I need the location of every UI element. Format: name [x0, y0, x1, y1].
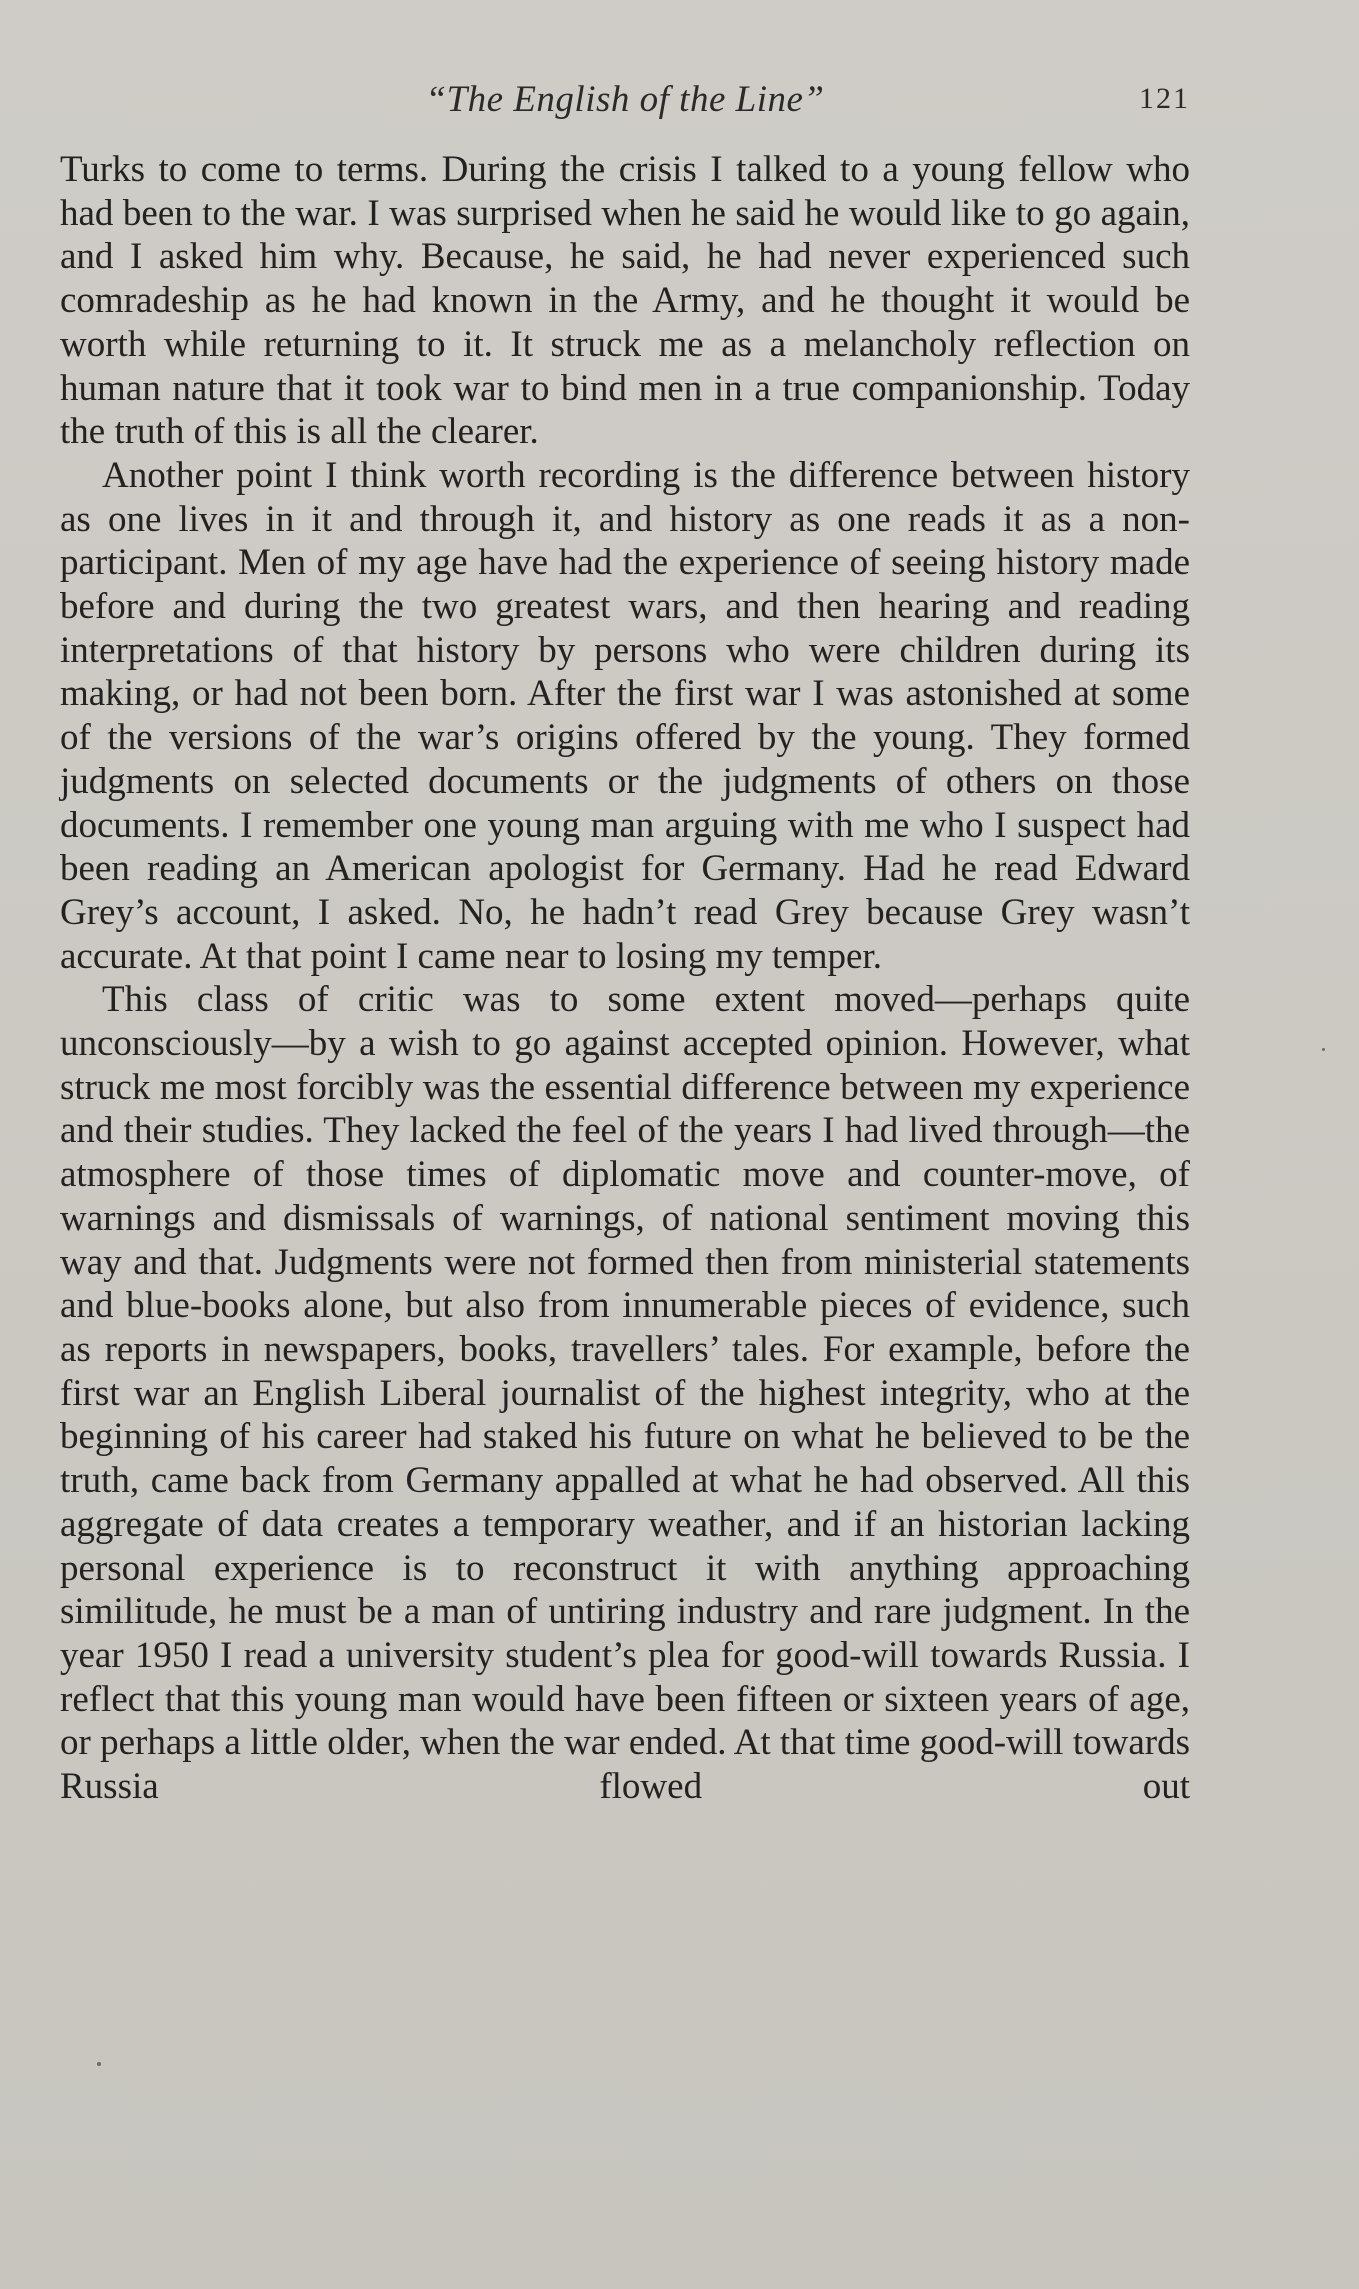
running-title: “The English of the Line” [425, 79, 825, 120]
paragraph-3: This class of critic was to some extent moved—perhaps quite unconsciously—by a wish to go against accepted opinion. However, what struck me most forcibly was the essential difference between my experience and their studies. They lacked the feel of the years I had lived through—the atmosphere of those times of diplomatic move and counter-move, of warnings and dismissals of warnings, of national sentiment moving this way and that. Judgments were not formed then from ministerial statements and blue-books alone, but also from innumerable pieces of evidence, such as reports in newspapers, books, travellers’ tales. For example, before the first war an English Liberal journalist of the highest integrity, who at the beginning of his career had staked his future on what he believed to be the truth, came back from Germany appalled at what he had observed. All this aggregate of data creates a temporary weather, and if an historian lacking personal experience is to reconstruct it with anything approaching similitude, he must be a man of untiring industry and rare judgment. In the year 1950 I read a university student’s plea for good-will towards Russia. I reflect that this young man would have been fifteen or sixteen years of age, or perhaps a little older, when the war ended. At that time good-will towards Russia flowed out [60, 979, 1190, 1808]
body-text [60, 148, 1190, 1809]
paragraph-2: Another point I think worth recording is the difference between history as one lives in it and through it, and history as one reads it as a non-participant. Men of my age have had the experience of seeing history made before and during the two greatest wars, and then hearing and reading interpretations of that history by persons who were children during its making, or had not been born. After the first war I was astonished at some of the versions of the war’s origins offered by the young. They formed judgments on selected documents or the judgments of others on those documents. I remember one young man arguing with me who I suspect had been reading an American apologist for Germany. Had he read Edward Grey’s account, I asked. No, he hadn’t read Grey because Grey wasn’t accurate. At that point I came near to losing my temper. [60, 454, 1190, 977]
paper-speck [97, 2062, 101, 2066]
page-number: 121 [1139, 82, 1190, 115]
running-head [60, 78, 1190, 128]
paper-speck [1322, 1048, 1325, 1051]
paragraph-1: Turks to come to terms. During the crisis I talked to a young fellow who had been to the war. I was surprised when he said he would like to go again, and I asked him why. Because, he said, he had never experienced such comradeship as he had known in the Army, and he thought it would be worth while returning to it. It struck me as a melancholy reflection on human nature that it took war to bind men in a true companionship. Today the truth of this is all the clearer. [60, 149, 1190, 453]
